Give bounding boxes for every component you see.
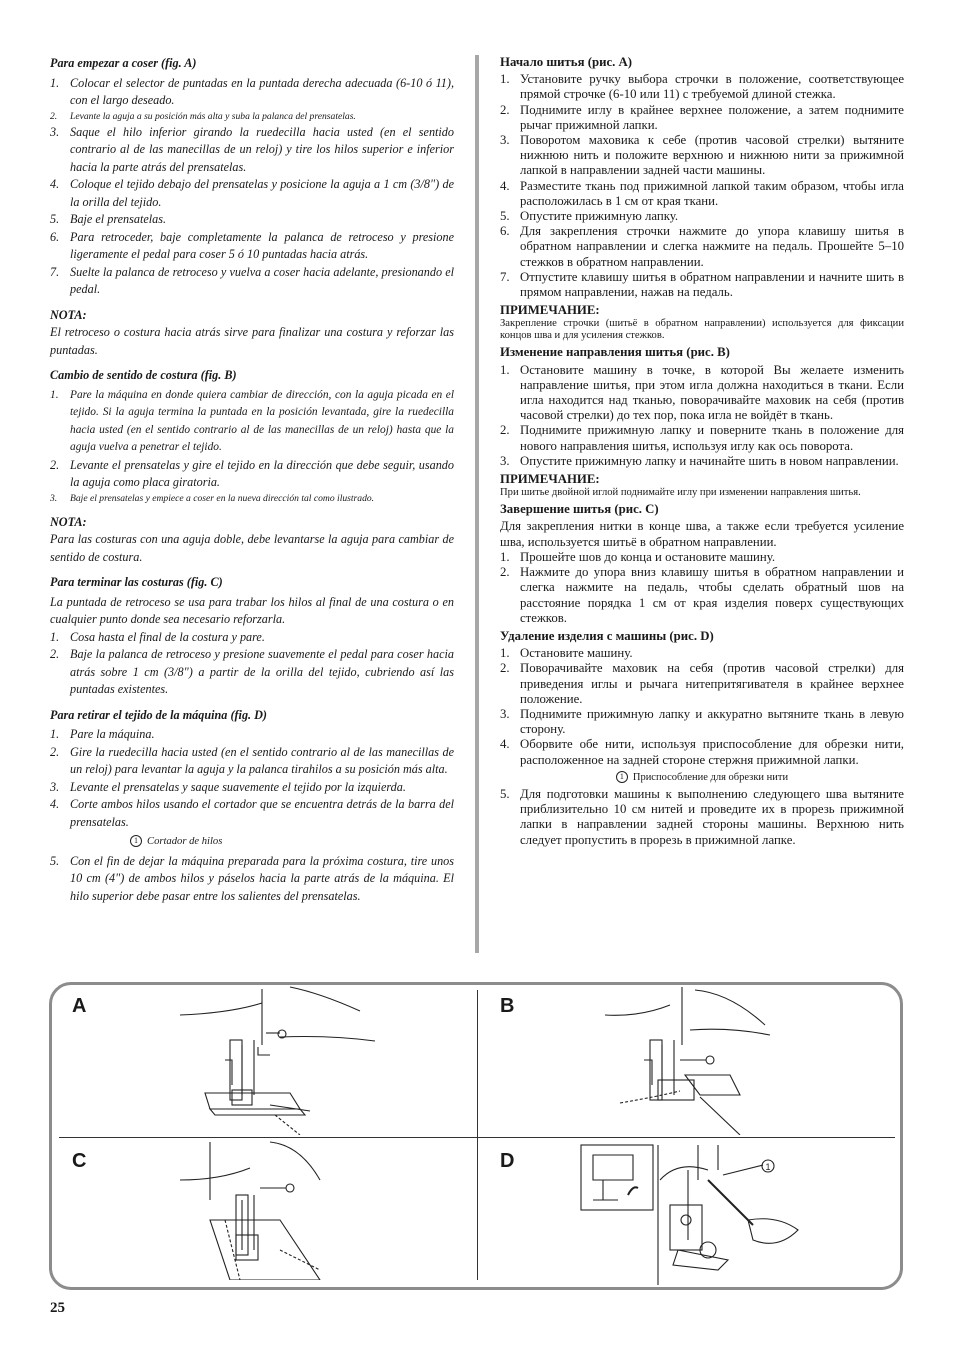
note-block	[50, 514, 454, 567]
step-list	[50, 629, 454, 699]
figure-divider-vertical	[477, 990, 478, 1280]
list-item: 1. Остановите машину в точке, в которой Вы желаете изменить направление шитья, при этом игла должна находиться в ткани. Если игла находится над тканью, поворачивайте маховик на себя (против часовой стрелки) до тех пор, пока игла не войдёт в ткань.	[500, 362, 904, 423]
callout-number-d: 1	[765, 1162, 771, 1172]
figure-label-c: C	[72, 1150, 87, 1172]
section-change-direction	[50, 367, 454, 506]
list-item: 5. Baje el prensatelas.	[50, 212, 167, 226]
list-item: 3. Baje el prensatelas y empiece a coser en la nueva dirección tal como ilustrado.	[50, 492, 375, 504]
section-start-sewing	[50, 55, 454, 299]
section-title: Para terminar las costuras (fig. C)	[50, 575, 223, 589]
step-list	[50, 75, 454, 299]
list-item: 2. Baje la palanca de retroceso y presione suavemente el pedal para coser hacia atrás sobre 1 cm (3/8") a partir de la orilla del tejido, cubriendo así las puntadas existentes.	[50, 647, 454, 696]
note-title: ПРИМЕЧАНИЕ:	[500, 472, 600, 487]
section-title: Cambio de sentido de costura (fig. B)	[50, 368, 237, 382]
section-title: Начало шитья (рис. А)	[500, 55, 633, 69]
step-list	[50, 726, 454, 831]
list-item: 4. Corte ambos hilos usando el cortador que se encuentra detrás de la barra del prensatelas.	[50, 797, 454, 829]
list-item: 4. Coloque el tejido debajo del prensatelas y posicione la aguja a 1 cm (3/8") de la orilla del tejido.	[50, 177, 454, 209]
note-text: Para las costuras con una aguja doble, debe levantarse la aguja para cambiar de sentido de costura.	[50, 532, 454, 564]
list-item: 5. Опустите прижимную лапку.	[500, 209, 679, 224]
section-intro: La puntada de retroceso se usa para trabar los hilos al final de una costura o en cualquier punto donde sea necesario reforzarla.	[50, 594, 454, 626]
list-item: 1. Pare la máquina en donde quiera cambiar de dirección, con la aguja picada en el tejido. Si la aguja termina la puntada en la posición levantada, gire la ruedecilla hacia usted (en el sentido contrario al de las manecillas de un reloj) hasta que la aguja vuelva a penetrar el tejido.	[50, 388, 454, 453]
list-item: 7. Отпустите клавишу шитья в обратном направлении и начните шить в прямом направлении, нажав на педаль.	[500, 269, 904, 300]
note-text: El retroceso o costura hacia atrás sirve para finalizar una costura y reforzar las puntadas.	[50, 325, 454, 357]
list-item: 1. Pare la máquina.	[50, 727, 155, 741]
sewing-machine-illustration-c	[170, 1140, 330, 1280]
section-start-sewing-ru	[500, 55, 904, 300]
note-block	[500, 303, 904, 342]
section-change-direction-ru	[500, 345, 904, 469]
list-item: 2. Levante el prensatelas y gire el tejido en la dirección que debe seguir, usando la aguja como placa giratoria.	[50, 457, 454, 489]
section-title: Para retirar el tejido de la máquina (fig. D)	[50, 707, 267, 722]
section-remove-fabric	[50, 707, 454, 906]
figure-label-d: D	[500, 1150, 515, 1172]
list-item: 2. Поднимите иглу в крайнее верхнее положение, а затем поднимите рычаг прижимной лапки.	[500, 102, 904, 132]
spanish-column	[50, 55, 454, 905]
list-item: 5. Con el fin de dejar la máquina preparada para la próxima costura, tire unos 10 cm (4") de ambos hilos y páselos hacia la parte atrás de la máquina. El hilo superior debe pasar entre los salientes del prensatelas.	[50, 853, 454, 903]
step-list	[500, 72, 904, 300]
section-title: Изменение направления шитья (рис. В)	[500, 345, 730, 360]
step-list	[500, 646, 904, 768]
callout-number-icon: 1	[616, 771, 628, 783]
list-item: 2. Нажмите до упора вниз клавишу шитья в обратном направлении и слегка нажмите на педаль, чтобы сделать обратный шов на расстояние порядка 1 см от края изделия поверх существующих стежков.	[500, 565, 904, 625]
section-title: Удаление изделия с машины (рис. D)	[500, 628, 714, 643]
step-list	[500, 787, 904, 848]
list-item: 4. Оборвите обе нити, используя приспособление для обрезки нити, расположенное на задней стороне стержня прижимной лапки.	[500, 737, 904, 767]
figure-label-b: B	[500, 995, 515, 1017]
list-item: 1. Установите ручку выбора строчки в положение, соответствующее прямой строчке (6-10 или 11) с требуемой длиной стежка.	[500, 72, 904, 102]
sewing-machine-illustration-a	[170, 985, 380, 1135]
step-list	[500, 550, 904, 626]
list-item: 2. Поворачивайте маховик на себя (против часовой стрелки) для приведения иглы и рычага нитепритягивателя в крайнее верхнее положение.	[500, 661, 904, 706]
section-title: Завершение шитья (рис. С)	[500, 502, 659, 517]
list-item: 1. Прошейте шов до конца и остановите машину.	[500, 549, 776, 564]
list-item: 6. Для закрепления строчки нажмите до упора клавишу шитья в обратном направлении и слегка нажмите на педаль. Прошейте 5–10 стежков в обратном направлении.	[500, 224, 904, 269]
note-title: ПРИМЕЧАНИЕ:	[500, 303, 600, 318]
list-item: 3. Поворотом маховика к себе (против часовой стрелки) вытяните нижнюю нить и положите верхнюю и нижнюю нити за прижимной лапкой в направлении задней части машины.	[500, 133, 904, 178]
column-divider	[475, 55, 479, 953]
note-title: NOTA:	[50, 514, 87, 529]
sewing-machine-illustration-d	[578, 1140, 803, 1285]
list-item: 4. Разместите ткань под прижимной лапкой таким образом, чтобы игла расположилась в 1 см от края ткани.	[500, 178, 904, 208]
note-title: NOTA:	[50, 307, 87, 322]
list-item: 1. Colocar el selector de puntadas en la puntada derecha adecuada (6-10 ó 11), con el largo deseado.	[50, 75, 454, 107]
list-item: 1. Остановите машину.	[500, 646, 633, 661]
note-block	[50, 307, 454, 360]
list-item: 2. Поднимите прижимную лапку и поверните ткань в положение для нового направления шитья, используя иглу как ось поворота.	[500, 423, 904, 453]
note-text: При шитье двойной иглой поднимайте иглу при изменении направления шитья.	[500, 487, 861, 499]
section-remove-ru	[500, 629, 904, 848]
note-text: Закрепление строчки (шитьё в обратном направлении) используется для фиксации концов шва и для усиления стежков.	[500, 318, 904, 342]
page-number: 25	[50, 1300, 65, 1316]
list-item: 3. Поднимите прижимную лапку и аккуратно вытяните ткань в левую сторону.	[500, 706, 904, 737]
section-title: Para empezar a coser (fig. A)	[50, 56, 197, 70]
step-list	[50, 853, 454, 906]
list-item: 5. Для подготовки машины к выполнению следующего шва вытяните приблизительно 10 см нитей и проведите их в прорезь прижимной лапки в направлении задней стороны машины. Верхнюю нить следует пропустить в прорезь в прижимной лапке.	[500, 786, 904, 847]
figure-label-a: A	[72, 995, 87, 1017]
list-item: 7. Suelte la palanca de retroceso y vuelva a coser hacia adelante, presionando el pedal.	[50, 264, 454, 296]
section-intro: Для закрепления нитки в конце шва, а также если требуется усиление шва, используется шитьё в обратном направлении.	[500, 519, 904, 549]
section-finish-seams	[50, 574, 454, 699]
russian-column	[500, 55, 904, 848]
thread-cutter-label: 1 Cortador de hilos	[50, 833, 454, 851]
section-finish-ru	[500, 502, 904, 626]
list-item: 3. Опустите прижимную лапку и начинайте шить в новом направлении.	[500, 453, 899, 468]
note-block	[500, 472, 904, 499]
list-item: 2. Levante la aguja a su posición más alta y suba la palanca del prensatelas.	[50, 110, 356, 122]
sewing-machine-illustration-b	[600, 985, 775, 1135]
list-item: 6. Para retroceder, baje completamente la palanca de retroceso y presione ligeramente el pedal para coser 5 ó 10 puntadas hacia atrás.	[50, 229, 454, 261]
list-item: 2. Gire la ruedecilla hacia usted (en el sentido contrario al de las manecillas de un reloj) para levantar la aguja y la palanca tirahilos a su posición más alta.	[50, 744, 454, 776]
callout-number-icon: 1	[130, 835, 142, 847]
step-list	[500, 363, 904, 469]
list-item: 3. Levante el prensatelas y saque suavemente el tejido por la izquierda.	[50, 779, 406, 794]
list-item: 1. Cosa hasta el final de la costura y pare.	[50, 629, 265, 644]
list-item: 3. Saque el hilo inferior girando la ruedecilla hacia usted (en el sentido contrario al de las manecillas de un reloj) y tire los hilos superior e inferior hacia la parte atrás del prensatelas.	[50, 124, 454, 174]
thread-cutter-label: 1 Приспособление для обрезки нити	[500, 770, 904, 785]
step-list	[50, 387, 454, 506]
